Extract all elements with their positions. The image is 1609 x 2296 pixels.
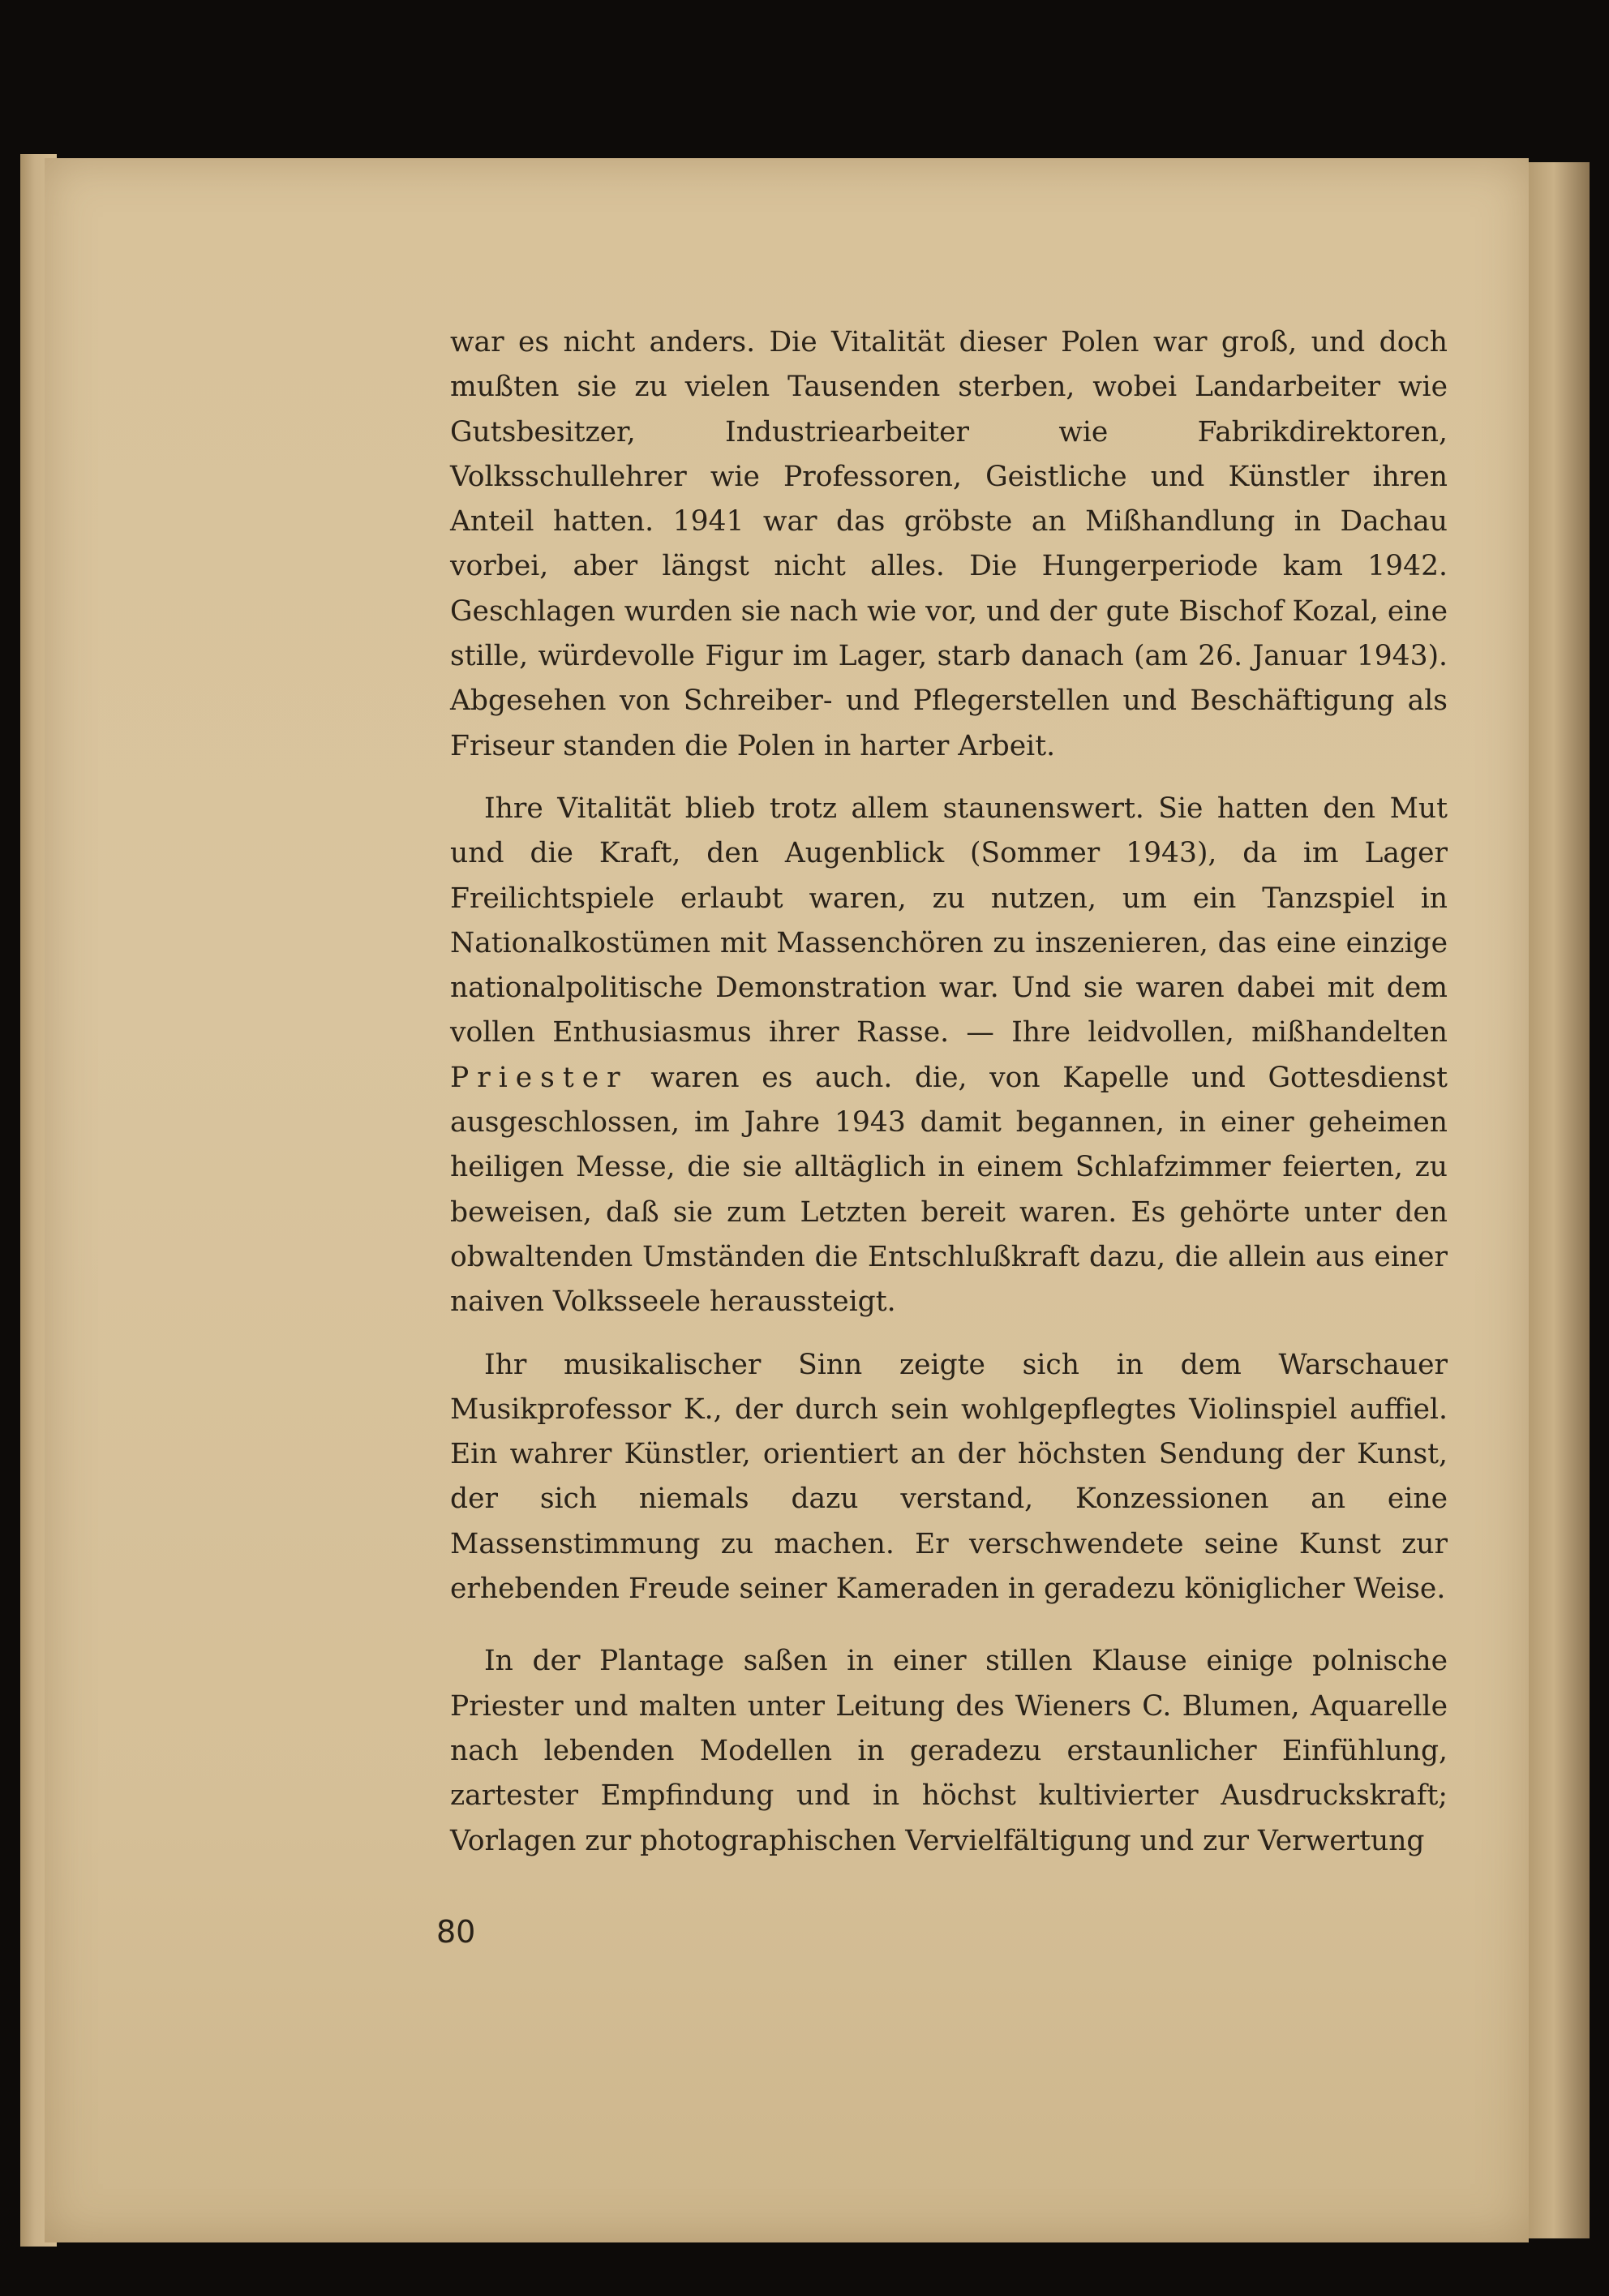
paragraph-1: war es nicht anders. Die Vitalität dieser Polen war groß, und doch mußten sie zu vielen Tausenden sterben, wobei Landarbeiter wie Gutsbesitzer, Industriearbeiter wie Fabrikdirektoren, Volksschullehrer wie Professoren, Geistliche und Künstler ihren Anteil hatten. 1941 war das gröbste an Mißhandlung in Dachau vorbei, aber längst nicht alles. Die Hungerperiode kam 1942. Geschlagen wurden sie nach wie vor, und der gute Bischof Kozal, eine stille, würdevolle Figur im Lager, starb danach (am 26. Januar 1943). Abgesehen von Schreiber- und Pflegerstellen und Beschäftigung als Friseur standen die Polen in harter Arbeit.: [450, 326, 1448, 762]
paragraph-2-before: Ihre Vitalität blieb trotz allem staunenswert. Sie hatten den Mut und die Kraft, den Augenblick (Sommer 1943), da im Lager Freilichtspiele erlaubt waren, zu nutzen, um ein Tanzspiel in Nationalkostümen mit Massenchören zu inszenieren, das eine einzige nationalpolitische Demonstration war. Und sie waren dabei mit dem vollen Enthusiasmus ihrer Rasse. — Ihre leidvollen, mißhandelten: [450, 792, 1448, 1049]
paragraph-2-after: waren es auch. die, von Kapelle und Gottesdienst ausgeschlossen, im Jahre 1943 damit begannen, in einer geheimen heiligen Messe, die sie alltäglich in einem Schlafzimmer feierten, zu beweisen, daß sie zum Letzten bereit waren. Es gehörte unter den obwaltenden Umständen die Entschlußkraft dazu, die allein aus einer naiven Volksseele heraussteigt.: [450, 1061, 1448, 1319]
paragraph-4: In der Plantage saßen in einer stillen Klause einige polnische Priester und malten unter Leitung des Wieners C. Blumen, Aquarelle nach lebenden Modellen in geradezu erstaunlicher Einfühlung, zartester Empfindung und in höchst kultivierter Ausdruckskraft; Vorlagen zur photographischen Vervielfältigung und zur Verwertung: [450, 1645, 1448, 1857]
page-text: [450, 320, 1448, 1864]
page-number: 80: [436, 1914, 476, 1950]
paragraph-2-spaced-word: Priester: [450, 1061, 629, 1094]
paragraph-3: Ihr musikalischer Sinn zeigte sich in dem Warschauer Musikprofessor K., der durch sein wohlgepflegtes Violinspiel auffiel. Ein wahrer Künstler, orientiert an der höchsten Sendung der Kunst, der sich niemals dazu verstand, Konzessionen an eine Massenstimmung zu machen. Er verschwendete seine Kunst zur erhebenden Freude seiner Kameraden in geradezu königlicher Weise.: [450, 1348, 1448, 1606]
paragraph-2: [450, 787, 1448, 1325]
